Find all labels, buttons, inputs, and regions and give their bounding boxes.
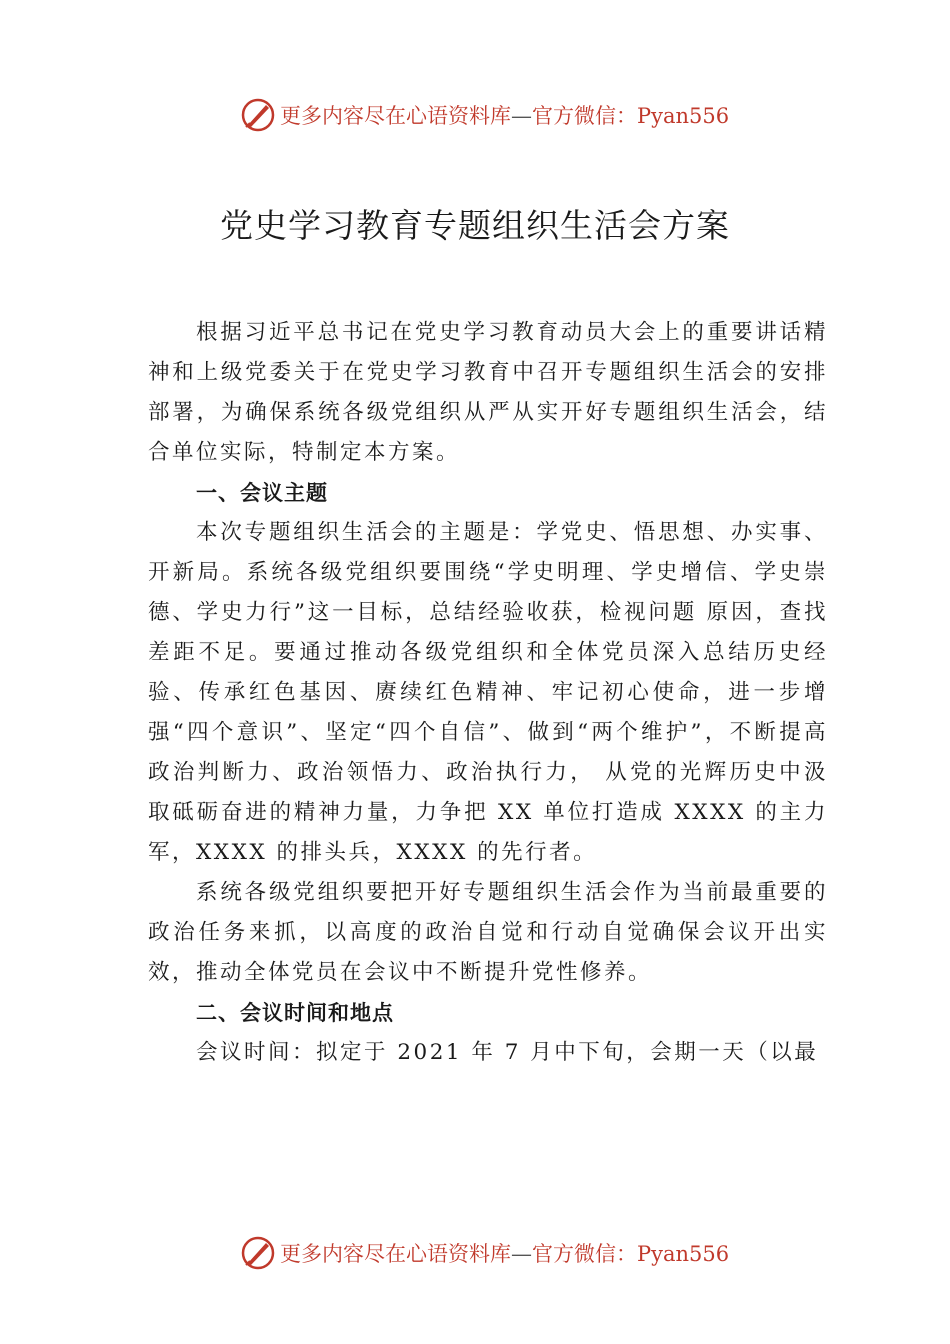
footer-banner	[240, 1233, 729, 1273]
header-banner	[240, 95, 729, 135]
document-title: 党史学习教育专题组织生活会方案	[220, 206, 730, 245]
section-heading-time-place: 二、会议时间和地点	[196, 1001, 394, 1025]
paragraph-time: 会议时间：拟定于 2021 年 7 月中下旬，会期一天（以最	[196, 1040, 819, 1065]
banner-library-text: 更多内容尽在心语资料库	[280, 104, 511, 128]
document-body	[148, 313, 828, 1073]
section-heading-theme: 一、会议主题	[196, 481, 328, 505]
paragraph-intro: 根据习近平总书记在党史学习教育动员大会上的重要讲话精神和上级党委关于在党史学习教育中召开专题组织生活会的安排部署，为确保系统各级党组织从严从实开好专题组织生活会，结合单位实际，特制定本方案。	[148, 320, 828, 465]
banner-library-text: 更多内容尽在心语资料库	[280, 1242, 511, 1266]
paragraph-theme: 本次专题组织生活会的主题是：学党史、悟思想、办实事、开新局。系统各级党组织要围绕“学史明理、学史增信、学史崇德、学史力行”这一目标，总结经验收获，检视问题 原因，查找差距不足。要通过推动各级党组织和全体党员深入总结历史经验、传承红色基因、赓续红色精神、牢记初心使命，进一步增强“四个意识”、坚定“四个自信”、做到“两个维护”，不断提高政治判断力、政治领悟力、政治执行力， 从党的光辉历史中汲取砥砺奋进的精神力量，力争把 XX 单位打造成 XXXX 的主力军，XXXX 的排头兵，XXXX 的先行者。	[148, 520, 828, 865]
paragraph-requirements: 系统各级党组织要把开好专题组织生活会作为当前最重要的政治任务来抓，以高度的政治自觉和行动自觉确保会议开出实效，推动全体党员在会议中不断提升党性修养。	[148, 880, 828, 985]
header-banner-text	[280, 100, 729, 130]
quill-seal-icon	[240, 97, 276, 133]
banner-wechat-text: 官方微信：Pyan556	[532, 104, 730, 128]
banner-separator: —	[511, 1242, 532, 1266]
quill-seal-icon	[240, 1235, 276, 1271]
footer-banner-text	[280, 1238, 729, 1268]
banner-wechat-text: 官方微信：Pyan556	[532, 1242, 730, 1266]
banner-separator: —	[511, 104, 532, 128]
